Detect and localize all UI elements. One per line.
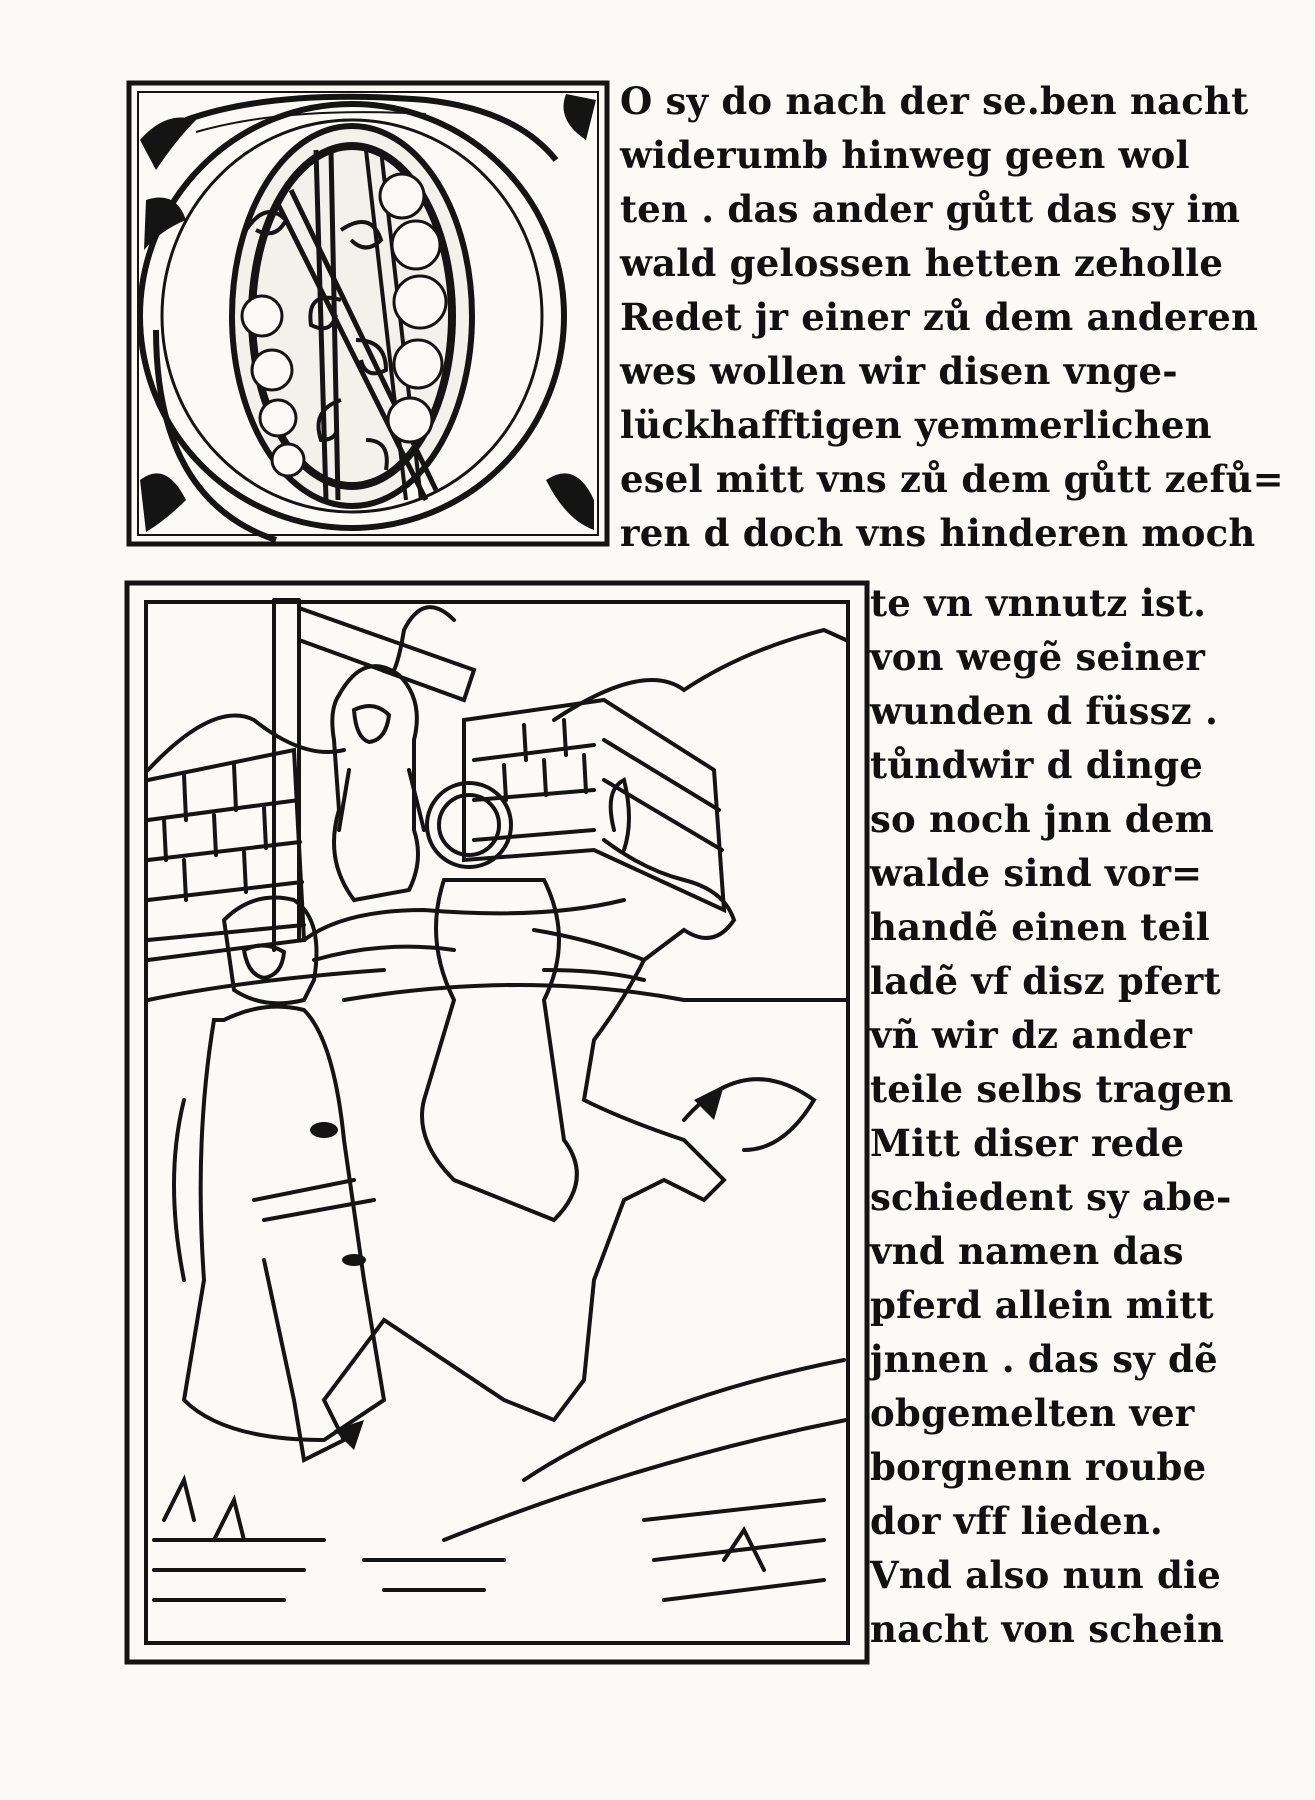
text-line: ladẽ vf disz pfert <box>870 959 1221 1003</box>
text-line: von wegẽ seiner <box>870 635 1206 679</box>
text-line: vnd namen das <box>870 1229 1184 1273</box>
text-line: te vn vnnutz ist. <box>870 581 1207 625</box>
text-line: wes wollen wir disen vnge- <box>620 349 1178 393</box>
historiated-initial <box>126 80 610 547</box>
text-line: wunden d füssz . <box>870 689 1219 733</box>
text-line: borgnenn roube <box>870 1445 1207 1489</box>
text-line: Mitt diser rede <box>870 1121 1185 1165</box>
text-line: widerumb hinweg geen wol <box>620 133 1190 177</box>
text-line: nacht von schein <box>870 1607 1225 1651</box>
text-line: schiedent sy abe- <box>870 1175 1232 1219</box>
text-line: wald gelossen hetten zeholle <box>620 241 1224 285</box>
text-line: dor vff lieden. <box>870 1499 1163 1543</box>
text-line: obgemelten ver <box>870 1391 1195 1435</box>
text-line: Vnd also nun die <box>870 1553 1222 1597</box>
text-line: ren d doch vns hinderen moch <box>620 511 1256 555</box>
text-line: O sy do nach der se.ben nacht <box>620 79 1249 123</box>
text-line: lückhafftigen yemmerlichen <box>620 403 1212 447</box>
text-line: handẽ einen teil <box>870 905 1210 949</box>
text-line: jnnen . das sy dẽ <box>870 1337 1218 1381</box>
text-line: tůndwir d dinge <box>870 743 1204 787</box>
text-line: vñ wir dz ander <box>870 1013 1193 1057</box>
text-line: so noch jnn dem <box>870 797 1214 841</box>
text-line: ten . das ander gůtt das sy im <box>620 187 1241 231</box>
text-line: pferd allein mitt <box>870 1283 1214 1327</box>
woodcut-scene <box>124 580 870 1665</box>
text-line: teile selbs tragen <box>870 1067 1234 1111</box>
text-line: Redet jr einer zů dem anderen <box>620 295 1259 339</box>
initial-d-ornament <box>126 80 610 547</box>
text-line: esel mitt vns zů dem gůtt zefů= <box>620 457 1284 501</box>
woodcut-illustration <box>124 580 870 1665</box>
text-line: walde sind vor= <box>870 851 1203 895</box>
